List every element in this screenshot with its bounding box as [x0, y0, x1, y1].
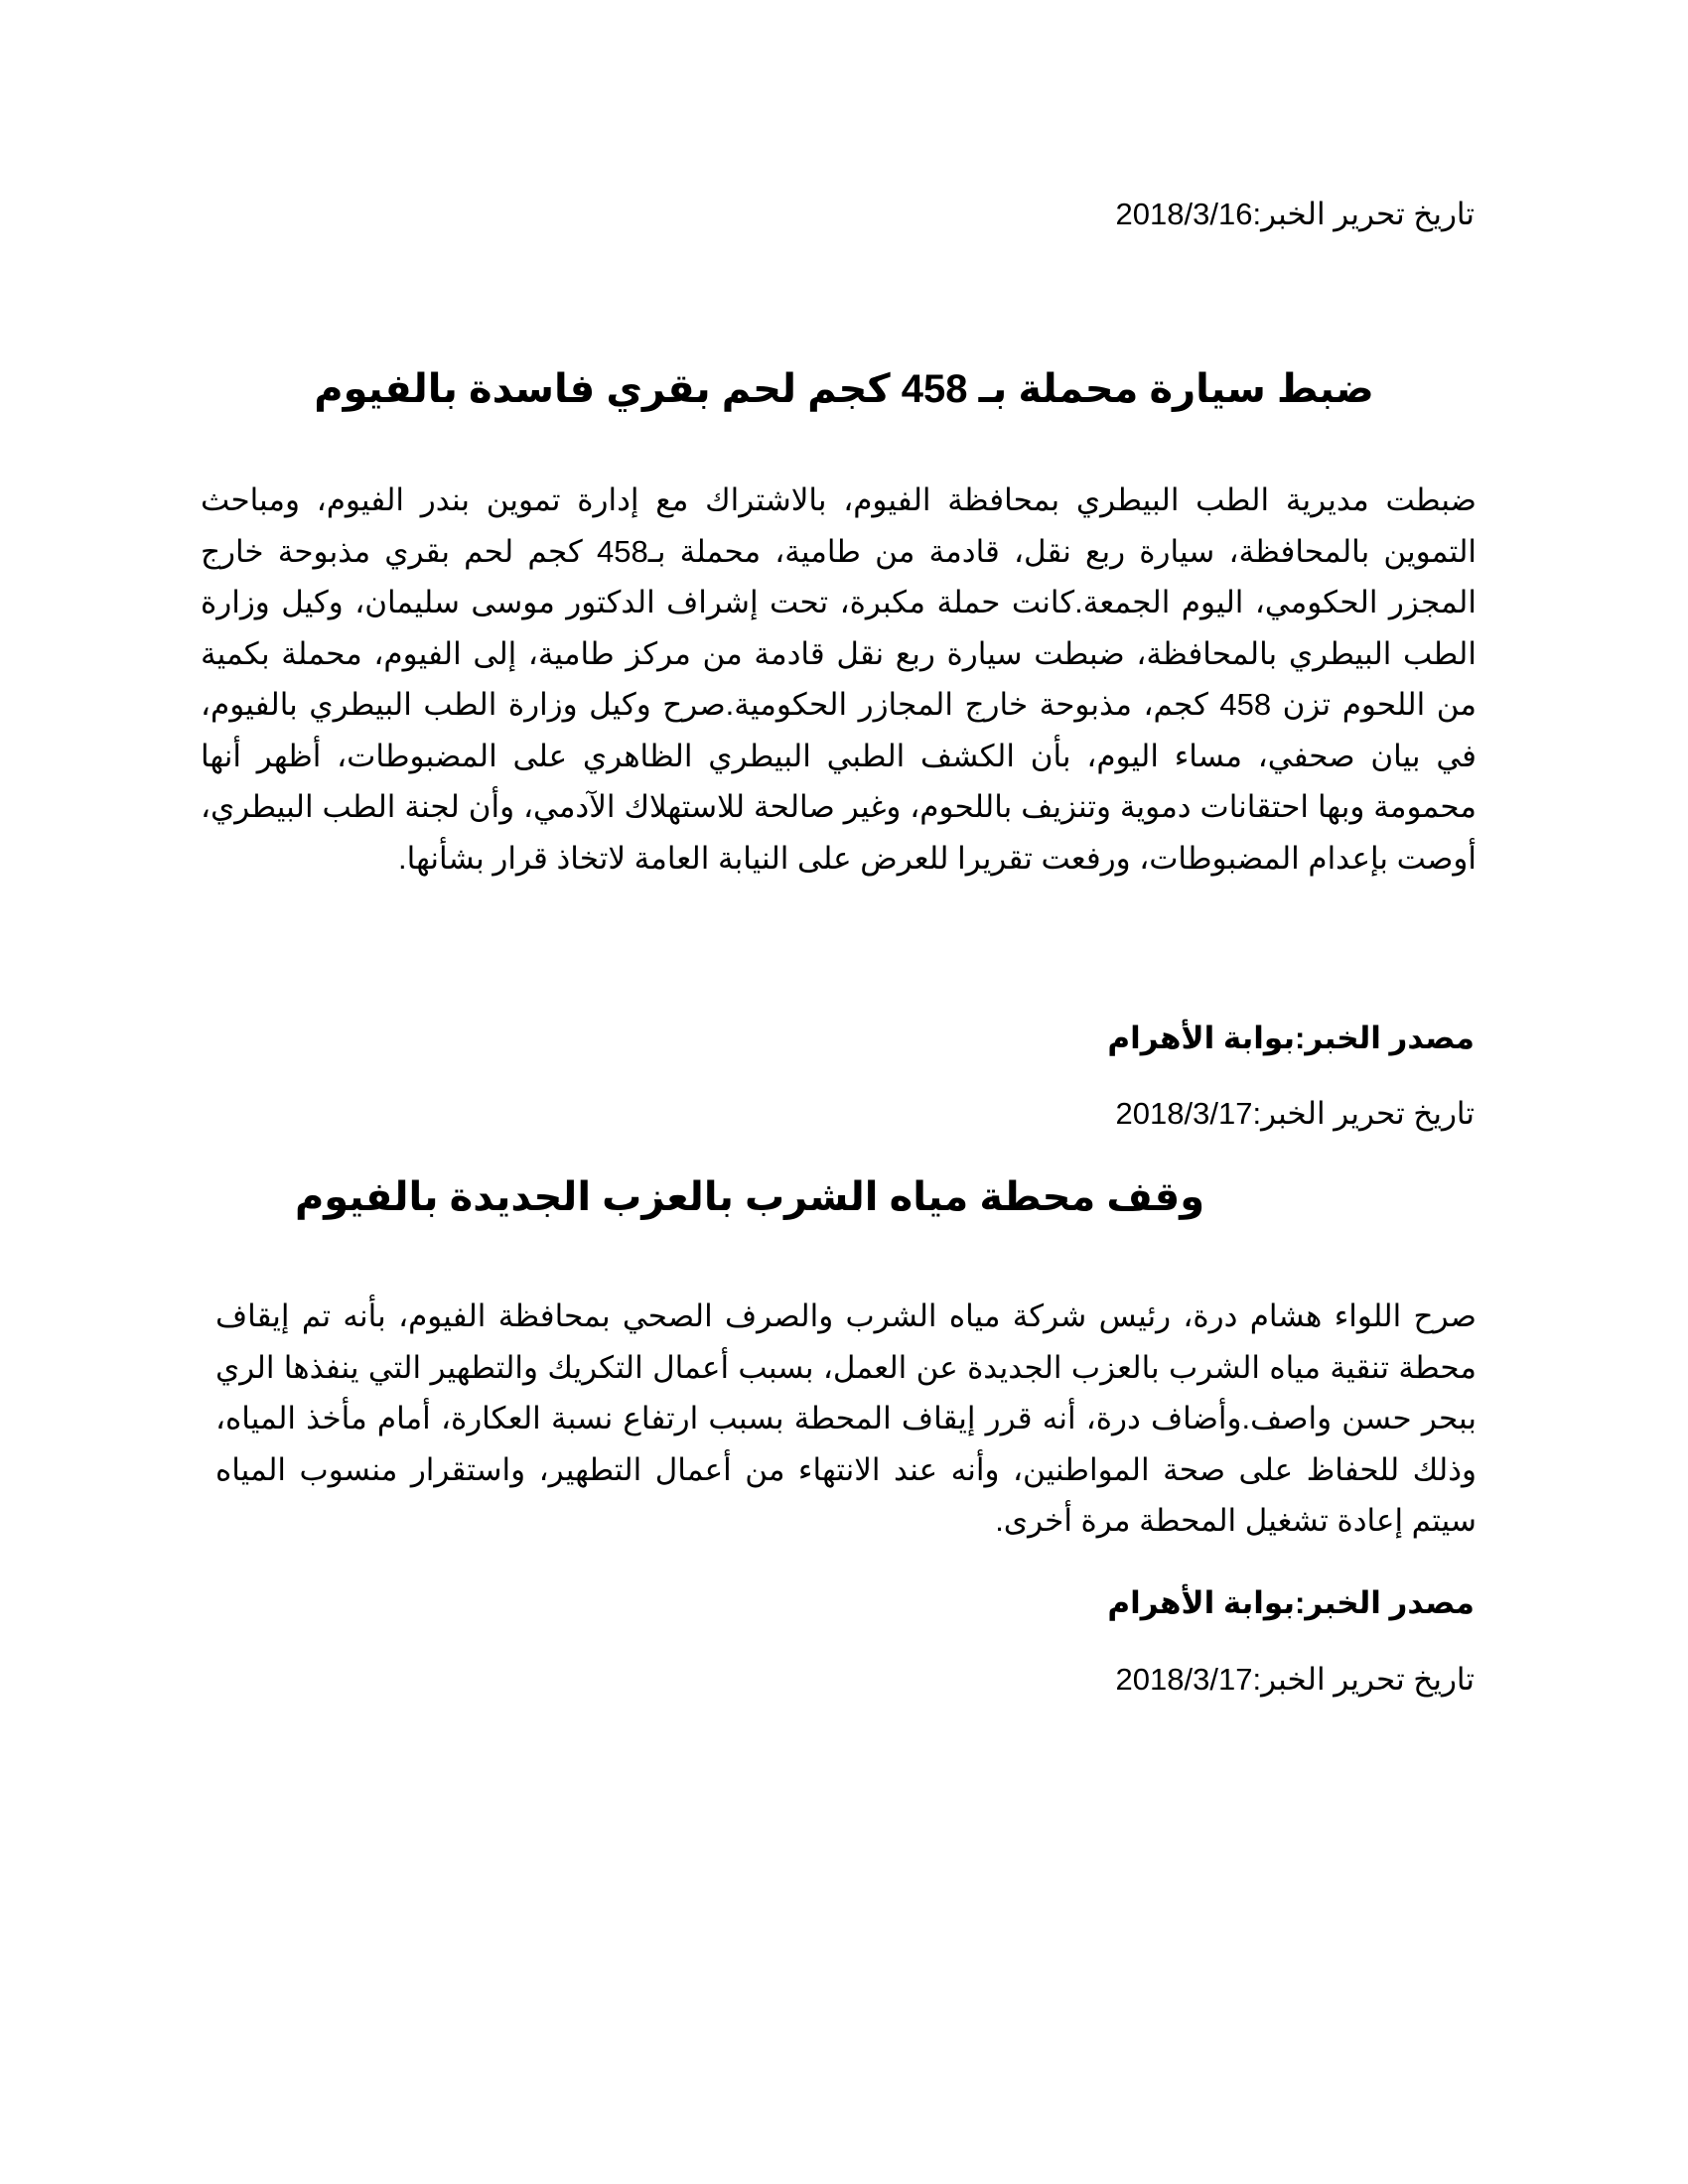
source-value: بوابة الأهرام	[1107, 1021, 1296, 1055]
source-label: مصدر الخبر:	[1295, 1585, 1475, 1620]
article-3-date	[1116, 1660, 1475, 1700]
source-label: مصدر الخبر:	[1295, 1021, 1475, 1055]
date-value: 2018/3/17	[1115, 1096, 1253, 1131]
date-label: تاريخ تحرير الخبر:	[1252, 1662, 1475, 1697]
article-1-source	[1107, 1019, 1475, 1058]
date-label: تاريخ تحرير الخبر:	[1252, 1096, 1475, 1131]
date-value: 2018/3/16	[1115, 197, 1253, 231]
article-2-headline: وقف محطة مياه الشرب بالعزب الجديدة بالفيوم	[294, 1175, 1205, 1219]
article-2-source	[1107, 1583, 1475, 1623]
article-2-date	[1116, 1094, 1475, 1134]
article-2-body: صرح اللواء هشام درة، رئيس شركة مياه الشرب والصرف الصحي بمحافظة الفيوم، بأنه تم إيقاف محطة تنقية مياه الشرب بالعزب الجديدة عن العمل، بسبب أعمال التكريك والتطهير التي ينفذها الري ببحر حسن واصف.وأضاف درة، أنه قرر إيقاف المحطة بسبب ارتفاع نسبة العكارة، أمام مأخذ المياه، وذلك للحفاظ على صحة المواطنين، وأنه عند الانتهاء من أعمال التطهير، واستقرار منسوب المياه سيتم إعادة تشغيل المحطة مرة أخرى.	[215, 1298, 1477, 1538]
article-1-headline: ضبط سيارة محملة بـ 458 كجم لحم بقري فاسدة بالفيوم	[314, 367, 1374, 411]
article-1-body: ضبطت مديرية الطب البيطري بمحافظة الفيوم، بالاشتراك مع إدارة تموين بندر الفيوم، ومباحث التموين بالمحافظة، سيارة ربع نقل، قادمة من طامية، محملة بـ458 كجم لحم بقري مذبوحة خارج المجزر الحكومي، اليوم الجمعة.كانت حملة مكبرة، تحت إشراف الدكتور موسى سليمان، وكيل وزارة الطب البيطري بالمحافظة، ضبطت سيارة ربع نقل قادمة من مركز طامية، إلى الفيوم، محملة بكمية من اللحوم تزن 458 كجم، مذبوحة خارج المجازر الحكومية.صرح وكيل وزارة الطب البيطري بالفيوم، في بيان صحفي، مساء اليوم، بأن الكشف الطبي البيطري الظاهري على المضبوطات، أظهر أنها محمومة وبها احتقانات دموية وتنزيف باللحوم، وغير صالحة للاستهلاك الآدمي، وأن لجنة الطب البيطري، أوصت بإعدام المضبوطات، ورفعت تقريرا للعرض على النيابة العامة لاتخاذ قرار بشأنها.	[201, 482, 1477, 876]
article-1-date	[1116, 195, 1475, 234]
date-value: 2018/3/17	[1115, 1662, 1253, 1697]
source-value: بوابة الأهرام	[1107, 1585, 1296, 1620]
date-label: تاريخ تحرير الخبر:	[1252, 197, 1475, 231]
